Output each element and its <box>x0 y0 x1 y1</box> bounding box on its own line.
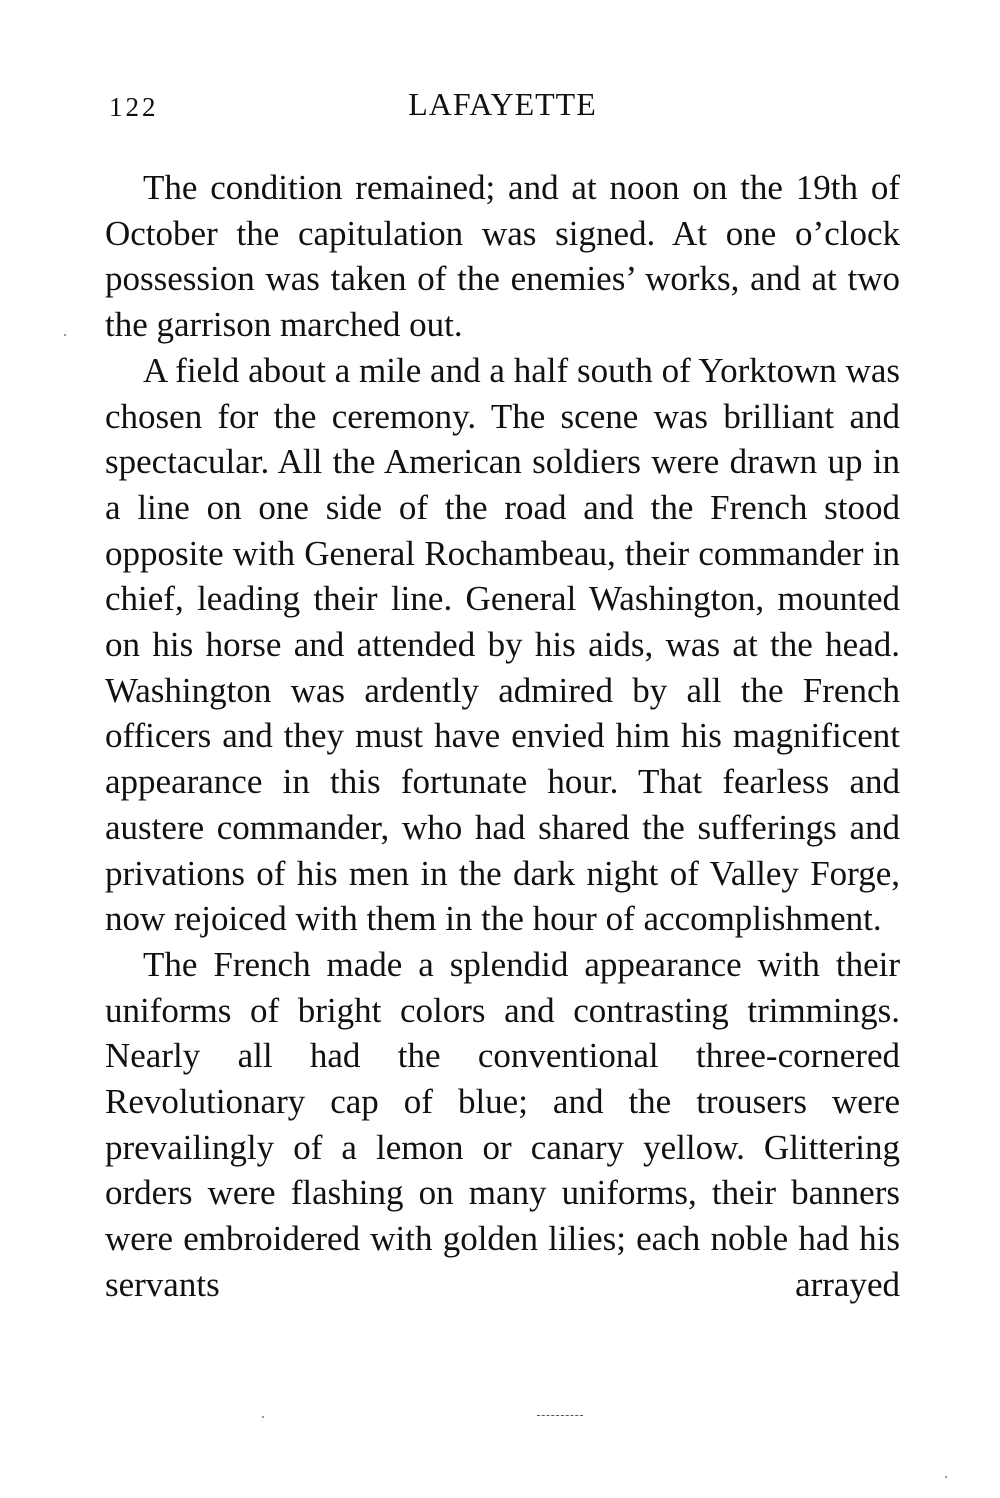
body-text <box>105 165 900 1308</box>
printer-signature-mark <box>537 1415 583 1416</box>
print-speck <box>262 1416 264 1418</box>
page-number: 122 <box>109 92 159 122</box>
paragraph-2: A field about a mile and a half south of Yorktown was chosen for the ceremony. The scene was brilliant and spectacular. All the American soldiers were drawn up in a line on one side of the road and the French stood opposite with General Rochambeau, their commander in chief, leading their line. General Washington, mounted on his horse and attended by his aids, was at the head. Washington was ardently admired by all the French officers and they must have envied him his magnificent appearance in this fortunate hour. That fearless and austere commander, who had shared the sufferings and privations of his men in the dark night of Valley Forge, now rejoiced with them in the hour of accomplishment. <box>105 350 900 939</box>
print-speck <box>64 334 66 336</box>
running-title: LAFAYETTE <box>408 86 597 122</box>
paragraph-3: The French made a splendid appearance with their uniforms of bright colors and contrasting trimmings. Nearly all had the conventional three-cornered Revolutionary cap of blue; and the trousers were prevailingly of a lemon or canary yellow. Glittering orders were flashing on many uniforms, their banners were embroidered with golden lilies; each noble had his servants arrayed <box>105 944 900 1304</box>
page-header <box>105 86 900 130</box>
paragraph-1: The condition remained; and at noon on the 19th of October the capitulation was signed. At one o’clock possession was taken of the enemies’ works, and at two the garrison marched out. <box>105 168 900 345</box>
print-speck <box>945 1476 947 1478</box>
